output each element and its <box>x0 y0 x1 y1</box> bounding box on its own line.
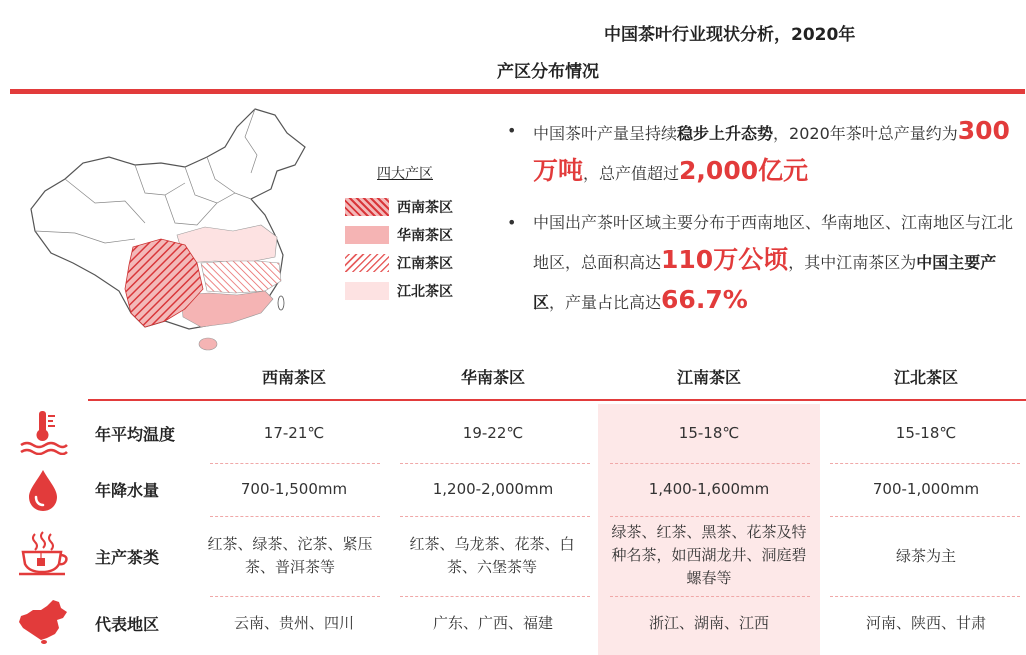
row-divider <box>210 516 380 517</box>
emphasis-text: 中国主要产区 <box>533 253 997 312</box>
table-cell: 19-22℃ <box>462 424 524 442</box>
legend-item-xinan <box>345 193 475 221</box>
row-label-temperature: 年平均温度 <box>95 425 176 444</box>
legend-swatch <box>345 254 389 272</box>
highlight-figure: 66.7% <box>661 285 748 314</box>
thermometer-icon <box>17 409 69 455</box>
highlight-figure: 300万吨 <box>533 116 1010 185</box>
table-cell: 绿茶为主 <box>895 547 956 565</box>
row-divider <box>400 516 590 517</box>
china-map-icon <box>17 598 69 644</box>
table-header-divider <box>88 399 1026 401</box>
row-divider <box>830 596 1020 597</box>
legend-swatch <box>345 198 389 216</box>
text-run: 中国茶叶产量呈持续 <box>533 124 678 143</box>
table-cell: 绿茶、红茶、黑茶、花茶及特种名茶，如西湖龙井、洞庭碧螺春等 <box>611 523 807 587</box>
row-divider <box>400 596 590 597</box>
legend-label: 西南茶区 <box>397 200 453 216</box>
row-divider <box>610 596 810 597</box>
table-cell: 700-1,000mm <box>872 480 980 498</box>
legend-label: 华南茶区 <box>397 228 453 244</box>
text-run: ，其中江南茶区为 <box>788 253 917 272</box>
table-cell: 15-18℃ <box>678 424 740 442</box>
region-hainan <box>199 338 217 350</box>
legend-label: 江北茶区 <box>397 284 453 300</box>
region-jiangnan <box>201 261 281 293</box>
table-cell: 广东、广西、福建 <box>432 614 553 632</box>
row-label-tea-types: 主产茶类 <box>95 548 160 567</box>
summary-bullets <box>505 112 1020 321</box>
page-subtitle: 产区分布情况 <box>497 62 599 82</box>
highlight-figure: 110万公顷 <box>661 245 789 274</box>
table-cell: 15-18℃ <box>895 424 957 442</box>
column-header-jiangbei: 江北茶区 <box>893 368 958 387</box>
table-cell: 1,400-1,600mm <box>648 480 770 498</box>
emphasis-text: 稳步上升态势 <box>677 124 774 143</box>
text-run: ，2020年茶叶总产量约为 <box>773 124 958 143</box>
table-cell: 红茶、乌龙茶、花茶、白茶、六堡茶等 <box>409 535 575 576</box>
legend-item-huanan <box>345 221 475 249</box>
summary-bullet-production <box>505 112 1020 192</box>
row-label-regions: 代表地区 <box>95 615 160 634</box>
row-divider <box>610 516 810 517</box>
legend-item-jiangnan <box>345 249 475 277</box>
tea-cup-icon <box>17 530 69 576</box>
table-cell: 1,200-2,000mm <box>432 480 554 498</box>
summary-bullet-regions <box>505 204 1020 321</box>
page-title: 中国茶叶行业现状分析，2020年 <box>604 25 856 45</box>
row-divider <box>830 516 1020 517</box>
row-divider <box>210 463 380 464</box>
table-cell: 河南、陕西、甘肃 <box>865 614 986 632</box>
row-divider <box>400 463 590 464</box>
column-header-jiangnan: 江南茶区 <box>676 368 741 387</box>
legend-title: 四大产区 <box>377 166 433 182</box>
legend-swatch <box>345 282 389 300</box>
legend-item-jiangbei <box>345 277 475 305</box>
legend-label: 江南茶区 <box>397 256 453 272</box>
water-drop-icon <box>17 467 69 513</box>
column-header-huanan: 华南茶区 <box>460 368 525 387</box>
column-header-xinan: 西南茶区 <box>261 368 326 387</box>
text-run: ，总产值超过 <box>583 164 680 183</box>
table-cell: 红茶、绿茶、沱茶、紧压茶、普洱茶等 <box>207 535 373 576</box>
table-cell: 700-1,500mm <box>240 480 348 498</box>
legend <box>345 163 475 305</box>
table-cell: 云南、贵州、四川 <box>233 614 354 632</box>
row-label-precipitation: 年降水量 <box>95 481 160 500</box>
legend-swatch <box>345 226 389 244</box>
row-divider <box>210 596 380 597</box>
title-divider <box>10 89 1025 94</box>
row-divider <box>830 463 1020 464</box>
text-run: 中国出产茶叶区域主要分布于西南地区、华南地区、江南地区与江北地区，总面积高达 <box>533 213 1014 272</box>
table-cell: 浙江、湖南、江西 <box>648 614 769 632</box>
highlight-figure: 2,000亿元 <box>679 156 809 185</box>
text-run: ，产量占比高达 <box>549 293 662 312</box>
table-cell: 17-21℃ <box>263 424 325 442</box>
row-divider <box>610 463 810 464</box>
china-map <box>25 103 310 358</box>
